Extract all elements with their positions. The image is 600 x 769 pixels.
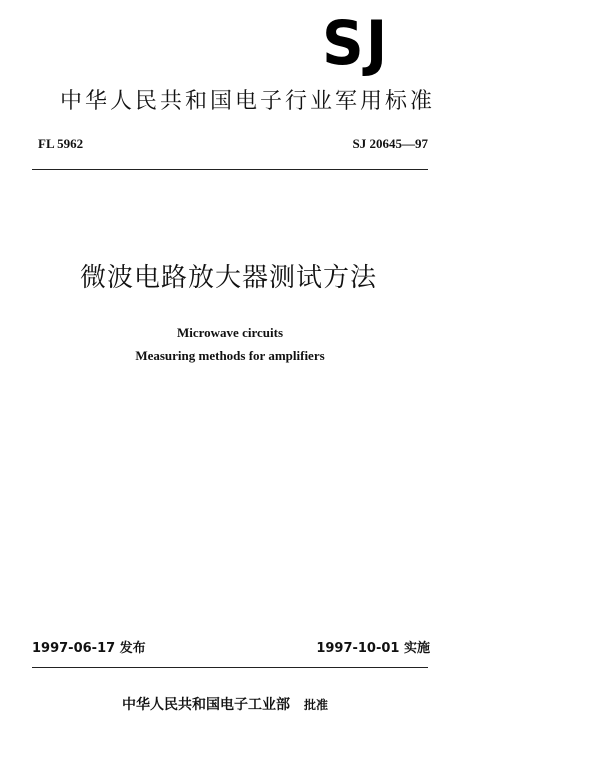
approving-authority: 中华人民共和国电子工业部 bbox=[122, 697, 290, 713]
standard-category-title: 中华人民共和国电子行业军用标准 bbox=[60, 89, 436, 114]
effective-date: 1997-10-01 实施 bbox=[316, 641, 430, 656]
document-title-english-line1: Microwave circuits bbox=[176, 325, 283, 340]
approved-label: 批准 bbox=[304, 698, 329, 712]
issue-date: 1997-06-17 发布 bbox=[32, 641, 146, 656]
document-title-english-line2: Measuring methods for amplifiers bbox=[135, 348, 325, 363]
bottom-divider bbox=[32, 667, 428, 668]
document-title-chinese: 微波电路放大器测试方法 bbox=[80, 263, 378, 293]
classification-code: FL 5962 bbox=[38, 136, 84, 151]
approval-line bbox=[122, 696, 328, 714]
top-divider bbox=[32, 169, 428, 170]
standard-number: SJ 20645—97 bbox=[352, 136, 428, 151]
sj-logo: SJ bbox=[322, 7, 390, 79]
